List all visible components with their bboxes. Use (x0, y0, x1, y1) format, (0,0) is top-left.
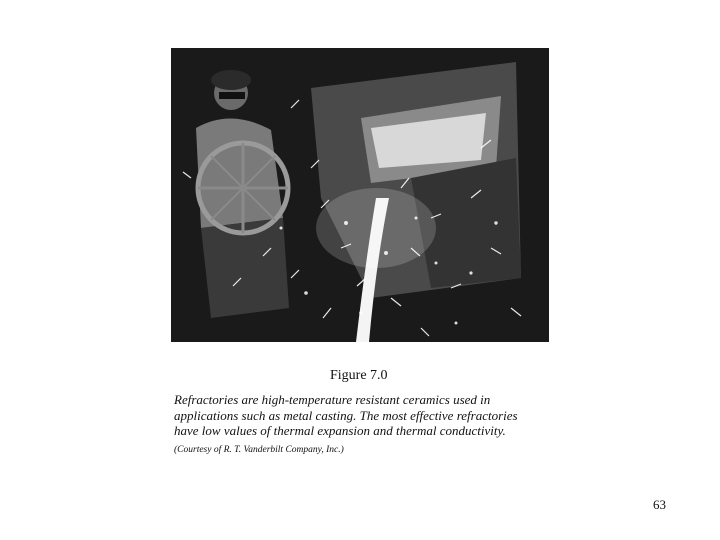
metal-casting-photo (171, 48, 549, 342)
figure-photo (171, 48, 549, 342)
figure-caption: Refractories are high-temperature resistant ceramics used in applications such as metal casting. The most effective refractories have low values of thermal expansion and thermal conductivity. (174, 392, 518, 438)
figure-credit: (Courtesy of R. T. Vanderbilt Company, Inc.) (174, 445, 344, 455)
figure-label: Figure 7.0 (330, 368, 388, 383)
page-number: 63 (653, 497, 666, 512)
